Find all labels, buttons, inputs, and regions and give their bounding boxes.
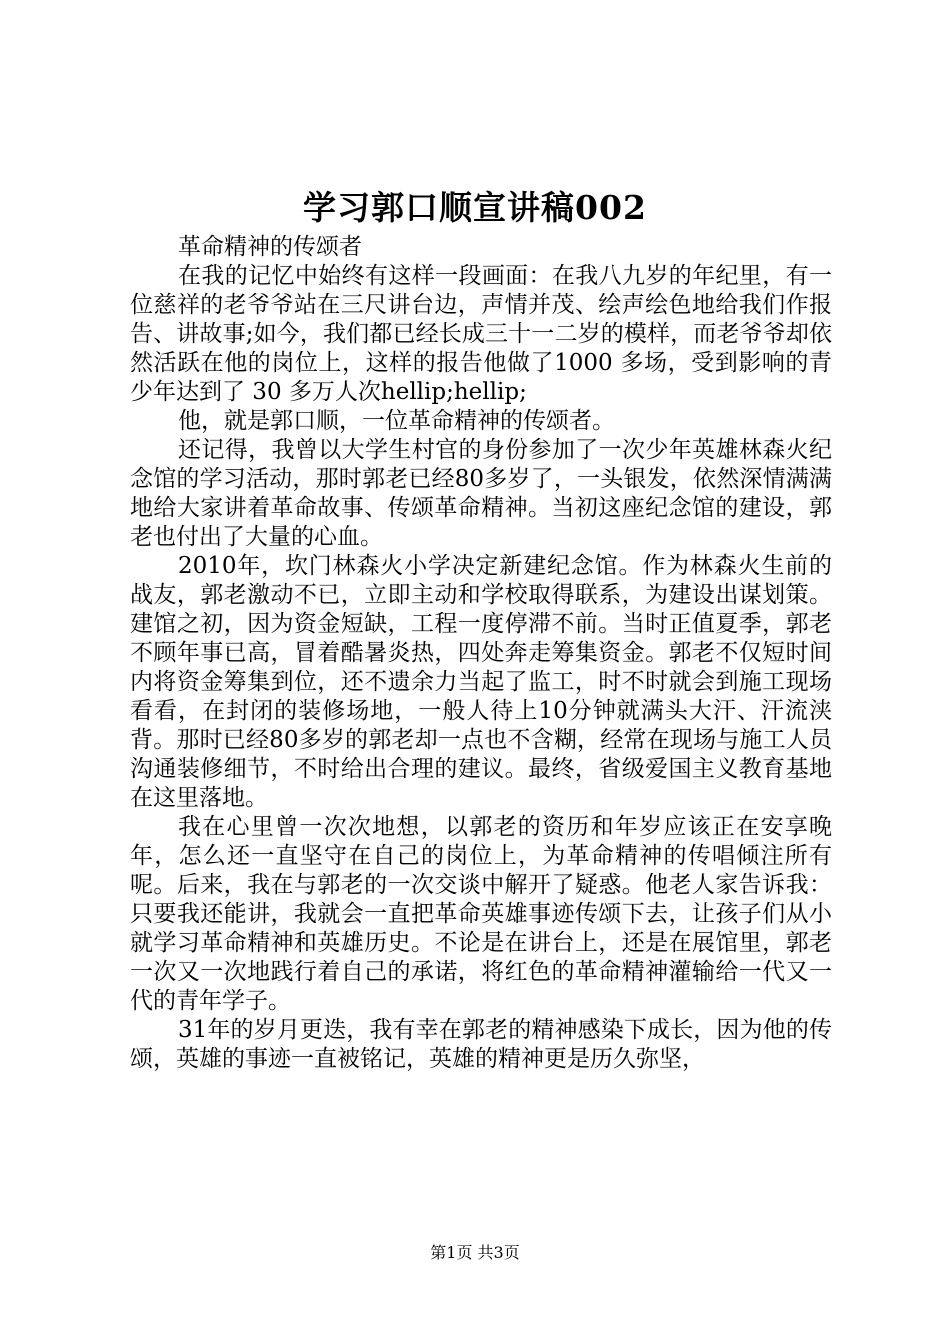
body-paragraph-2: 他，就是郭口顺，一位革命精神的传颂者。 bbox=[178, 408, 615, 434]
page-footer: 第1页 共3页 bbox=[430, 1243, 520, 1262]
body-paragraph-3: 还记得，我曾以大学生村官的身份参加了一次少年英雄林森火纪念馆的学习活动，那时郭老已经80多岁了，一头银发，依然深情满满地给大家讲着革命故事、传颂革命精神。当初这座纪念馆的建设，郭老也付出了大量的心血。 bbox=[130, 437, 832, 550]
body-paragraph-6: 31年的岁月更迭，我有幸在郭老的精神感染下成长，因为他的传颂，英雄的事迹一直被铭记，英雄的精神更是历久弥坚， bbox=[130, 1017, 832, 1072]
document-body bbox=[130, 233, 832, 1074]
body-paragraph-1: 在我的记忆中始终有这样一段画面：在我八九岁的年纪里，有一位慈祥的老爷爷站在三尺讲台边，声情并茂、绘声绘色地给我们作报告、讲故事;如今，我们都已经长成三十一二岁的模样，而老爷爷却依然活跃在他的岗位上，这样的报告他做了1000 多场，受到影响的青少年达到了 30 多万人次hellip;hellip; bbox=[130, 263, 832, 405]
section-heading: 革命精神的传颂者 bbox=[178, 234, 362, 260]
body-paragraph-4: 2010年，坎门林森火小学决定新建纪念馆。作为林森火生前的战友，郭老激动不已，立即主动和学校取得联系，为建设出谋划策。建馆之初，因为资金短缺，工程一度停滞不前。当时正值夏季，郭老不顾年事已高，冒着酷暑炎热，四处奔走筹集资金。郭老不仅短时间内将资金筹集到位，还不遗余力当起了监工，时不时就会到施工现场看看，在封闭的装修场地，一般人待上10分钟就满头大汗、汗流浃背。那时已经80多岁的郭老却一点也不含糊，经常在现场与施工人员沟通装修细节，不时给出合理的建议。最终，省级爱国主义教育基地在这里落地。 bbox=[130, 553, 832, 811]
document-title: 学习郭口顺宣讲稿002 bbox=[303, 188, 647, 227]
body-paragraph-5: 我在心里曾一次次地想，以郭老的资历和年岁应该正在安享晚年，怎么还一直坚守在自己的岗位上，为革命精神的传唱倾注所有呢。后来，我在与郭老的一次交谈中解开了疑惑。他老人家告诉我：只要我还能讲，我就会一直把革命英雄事迹传颂下去，让孩子们从小就学习革命精神和英雄历史。不论是在讲台上，还是在展馆里，郭老一次又一次地践行着自己的承诺，将红色的革命精神灌输给一代又一代的青年学子。 bbox=[130, 814, 832, 1014]
